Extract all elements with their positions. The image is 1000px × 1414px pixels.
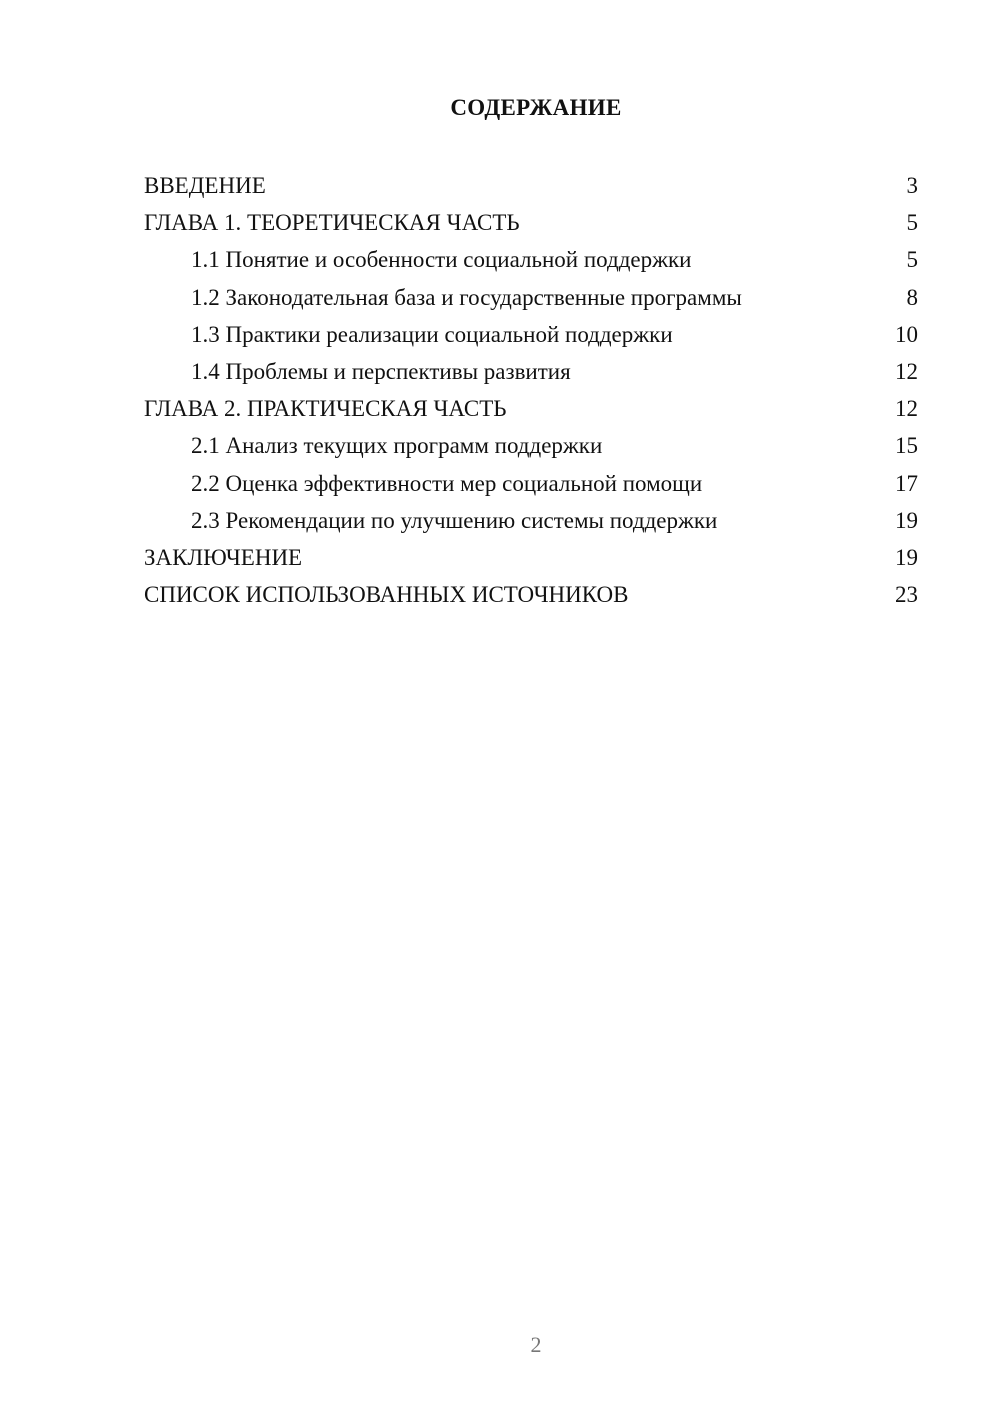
toc-entry-label: 2.1 Анализ текущих программ поддержки [191, 433, 603, 459]
toc-entry-page: 12 [895, 396, 918, 422]
toc-entry-label: ВВЕДЕНИЕ [144, 173, 266, 198]
toc-entry-label: 1.2 Законодательная база и государственные программы [191, 284, 742, 310]
toc-entry-conclusion [144, 539, 918, 576]
toc-entry-page: 19 [895, 544, 918, 570]
toc-entry-label: 1.1 Понятие и особенности социальной поддержки [191, 247, 692, 273]
toc-title: СОДЕРЖАНИЕ [450, 95, 622, 120]
toc-entry-page: 10 [895, 321, 918, 347]
toc-entry-page: 17 [895, 470, 918, 496]
toc-entry-label: 2.2 Оценка эффективности мер социальной помощи [191, 470, 703, 496]
toc-entry-section-1-2 [144, 279, 918, 316]
toc-entry-page: 19 [895, 507, 918, 533]
toc-entry-page: 5 [906, 247, 918, 273]
table-of-contents [144, 167, 918, 613]
page-number: 2 [530, 1332, 542, 1357]
toc-entry-label: 1.4 Проблемы и перспективы развития [191, 358, 571, 384]
toc-entry-section-2-1 [144, 427, 918, 464]
toc-entry-section-1-4 [144, 353, 918, 390]
toc-entry-section-2-2 [144, 465, 918, 502]
toc-entry-section-2-3 [144, 502, 918, 539]
toc-entry-page: 15 [895, 433, 918, 459]
toc-entry-label: СПИСОК ИСПОЛЬЗОВАННЫХ ИСТОЧНИКОВ [144, 582, 629, 608]
toc-entry-label: 1.3 Практики реализации социальной поддержки [191, 321, 673, 347]
toc-entry-page: 3 [906, 173, 918, 198]
toc-entry-references [144, 576, 918, 613]
toc-entry-chapter-1 [144, 204, 918, 241]
toc-entry-page: 12 [895, 358, 918, 384]
toc-entry-label: 2.3 Рекомендации по улучшению системы поддержки [191, 507, 718, 533]
toc-entry-label: ГЛАВА 2. ПРАКТИЧЕСКАЯ ЧАСТЬ [144, 396, 507, 422]
toc-entry-introduction [144, 167, 918, 204]
toc-entry-page: 23 [895, 582, 918, 608]
toc-entry-label: ЗАКЛЮЧЕНИЕ [144, 544, 303, 570]
toc-entry-chapter-2 [144, 390, 918, 427]
toc-entry-section-1-1 [144, 241, 918, 278]
toc-entry-page: 5 [906, 210, 918, 236]
toc-entry-page: 8 [906, 284, 918, 310]
toc-entry-label: ГЛАВА 1. ТЕОРЕТИЧЕСКАЯ ЧАСТЬ [144, 210, 520, 236]
toc-entry-section-1-3 [144, 316, 918, 353]
